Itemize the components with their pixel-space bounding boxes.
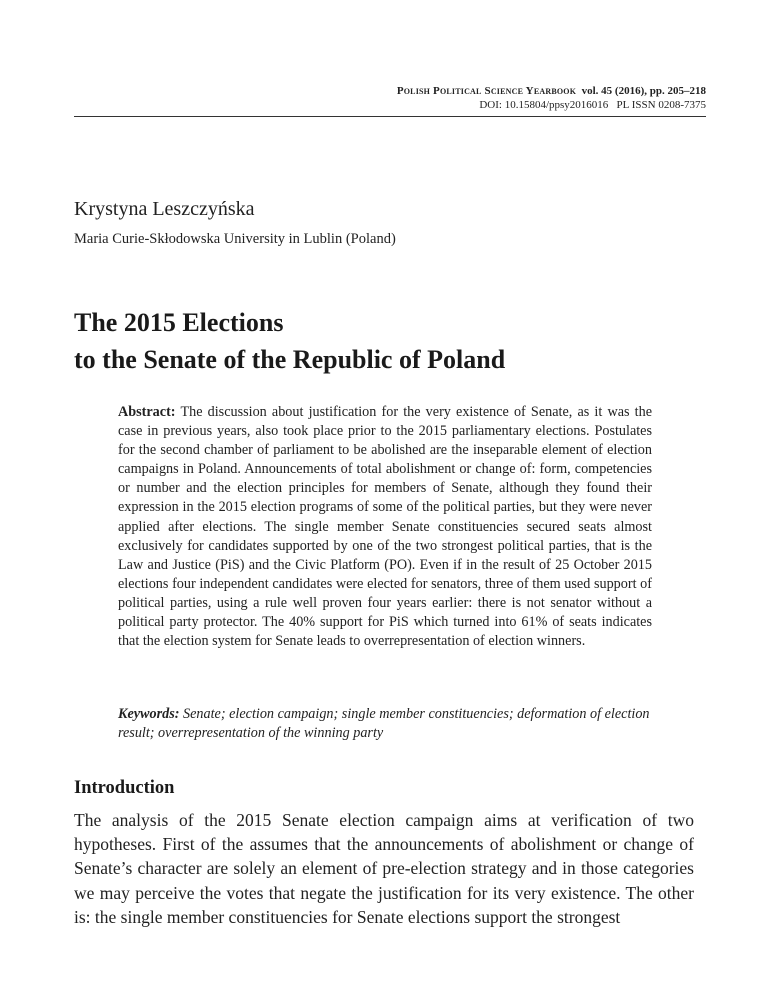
author-name: Krystyna Leszczyńska (74, 198, 255, 220)
title-line-2: to the Senate of the Republic of Poland (74, 345, 506, 374)
author-affiliation: Maria Curie-Skłodowska University in Lublin (Poland) (74, 231, 396, 247)
title-line-1: The 2015 Elections (74, 308, 284, 337)
journal-line (397, 84, 706, 98)
section-heading: Introduction (74, 778, 175, 798)
keywords-text: Senate; election campaign; single member constituencies; deformation of election result; overrepresentation of the winning party (118, 706, 650, 741)
introduction-paragraph: The analysis of the 2015 Senate election campaign aims at verification of two hypotheses. First of the assumes that the announcements of abolishment or change of Senate’s character are solely an element of pre-election strategy and in those categories we may perceive the votes that negate the justification for its very existence. The other is: the single member constituencies for Senate elections support the strongest (74, 810, 694, 927)
keywords-label: Keywords: (118, 706, 180, 722)
abstract (118, 403, 652, 651)
doi-issn: DOI: 10.15804/ppsy2016016 PL ISSN 0208-7375 (479, 99, 706, 111)
volume-pages: vol. 45 (2016), pp. 205–218 (581, 85, 706, 97)
running-header (397, 84, 706, 112)
keywords (118, 705, 652, 743)
journal-name: Polish Political Science Yearbook (396, 85, 577, 97)
abstract-label: Abstract: (118, 404, 176, 420)
header-rule (74, 116, 706, 117)
abstract-text: The discussion about justification for the very existence of Senate, as it was the case in previous years, also took place prior to the 2015 parliamentary elections. Postulates for the second chamber of parliament to be abolished are the inseparable element of election campaigns in Poland. Announcements of total abolishment or change of: form, competencies or number and the election principles for members of Senate, although they found their expression in the 2015 election programs of some of the political parties, but they were never applied after elections. The single member Senate constituencies secured seats almost exclusively for candidates supported by one of the two strongest political parties, that is the Law and Justice (PiS) and the Civic Platform (PO). Even if in the result of 25 October 2015 elections four independent candidates were elected for senators, three of them used support of political parties, using a rule well proven four years earlier: there is not senator without a political party protector. The 40% support for PiS which turned into 61% of seats indicates that the election system for Senate leads to overrepresentation of election winners. (118, 404, 652, 650)
article-title (74, 304, 505, 378)
